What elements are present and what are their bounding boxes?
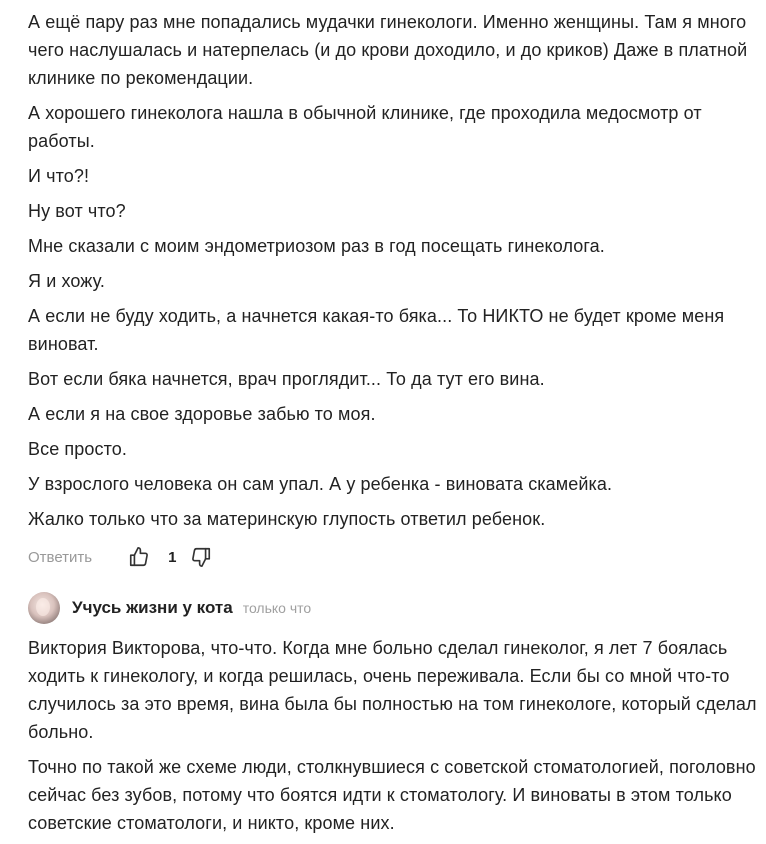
like-button[interactable] xyxy=(126,544,152,570)
comment-timestamp: только что xyxy=(242,600,312,616)
comment-header xyxy=(28,590,311,626)
comment-paragraph: И что?! xyxy=(28,166,90,186)
comment-paragraph: А если не буду ходить, а начнется какая-то бяка... То НИКТО не будет кроме меня виноват. xyxy=(28,306,725,354)
comment-paragraph: Все просто. xyxy=(28,439,127,459)
comment-paragraph: А если я на свое здоровье забью то моя. xyxy=(28,404,376,424)
comment-paragraph: Я и хожу. xyxy=(28,271,106,291)
comment-body xyxy=(28,634,758,844)
comment-paragraph: Виктория Викторова, что-что. Когда мне больно сделал гинеколог, я лет 7 боялась ходить к гинекологу, и когда решилась, очень переживала. Если бы со мной что-то случилось за это время, вина была бы полностью на том гинекологе, который сделал больно. xyxy=(28,638,757,742)
avatar[interactable] xyxy=(28,592,60,624)
comment-actions xyxy=(28,542,214,572)
comment-paragraph: Мне сказали с моим эндометриозом раз в год посещать гинеколога. xyxy=(28,236,605,256)
thumbs-up-icon xyxy=(128,546,150,568)
comment-paragraph: А ещё пару раз мне попадались мудачки гинекологи. Именно женщины. Там я много чего наслушалась и натерпелась (и до крови доходило, и до криков) Даже в платной клинике по рекомендации. xyxy=(28,12,748,88)
reply-button[interactable]: Ответить xyxy=(28,548,93,566)
comment-paragraph: Точно по такой же схеме люди, столкнувшиеся с советской стоматологией, поголовно сейчас без зубов, потому что боятся идти к стоматологу. И виноваты в этом только советские стоматологи, и никто, кроме них. xyxy=(28,757,756,833)
comment-paragraph: Жалко только что за материнскую глупость ответил ребенок. xyxy=(28,509,546,529)
comment-body xyxy=(28,8,758,540)
like-count: 1 xyxy=(168,548,177,566)
dislike-button[interactable] xyxy=(188,544,214,570)
comment-paragraph: Ну вот что? xyxy=(28,201,126,221)
comment-paragraph: А хорошего гинеколога нашла в обычной клинике, где проходила медосмотр от работы. xyxy=(28,103,702,151)
comment-paragraph: У взрослого человека он сам упал. А у ребенка - виновата скамейка. xyxy=(28,474,613,494)
comment-paragraph: Вот если бяка начнется, врач проглядит... То да тут его вина. xyxy=(28,369,545,389)
thumbs-down-icon xyxy=(190,546,212,568)
author-name[interactable]: Учусь жизни у кота xyxy=(72,598,233,617)
